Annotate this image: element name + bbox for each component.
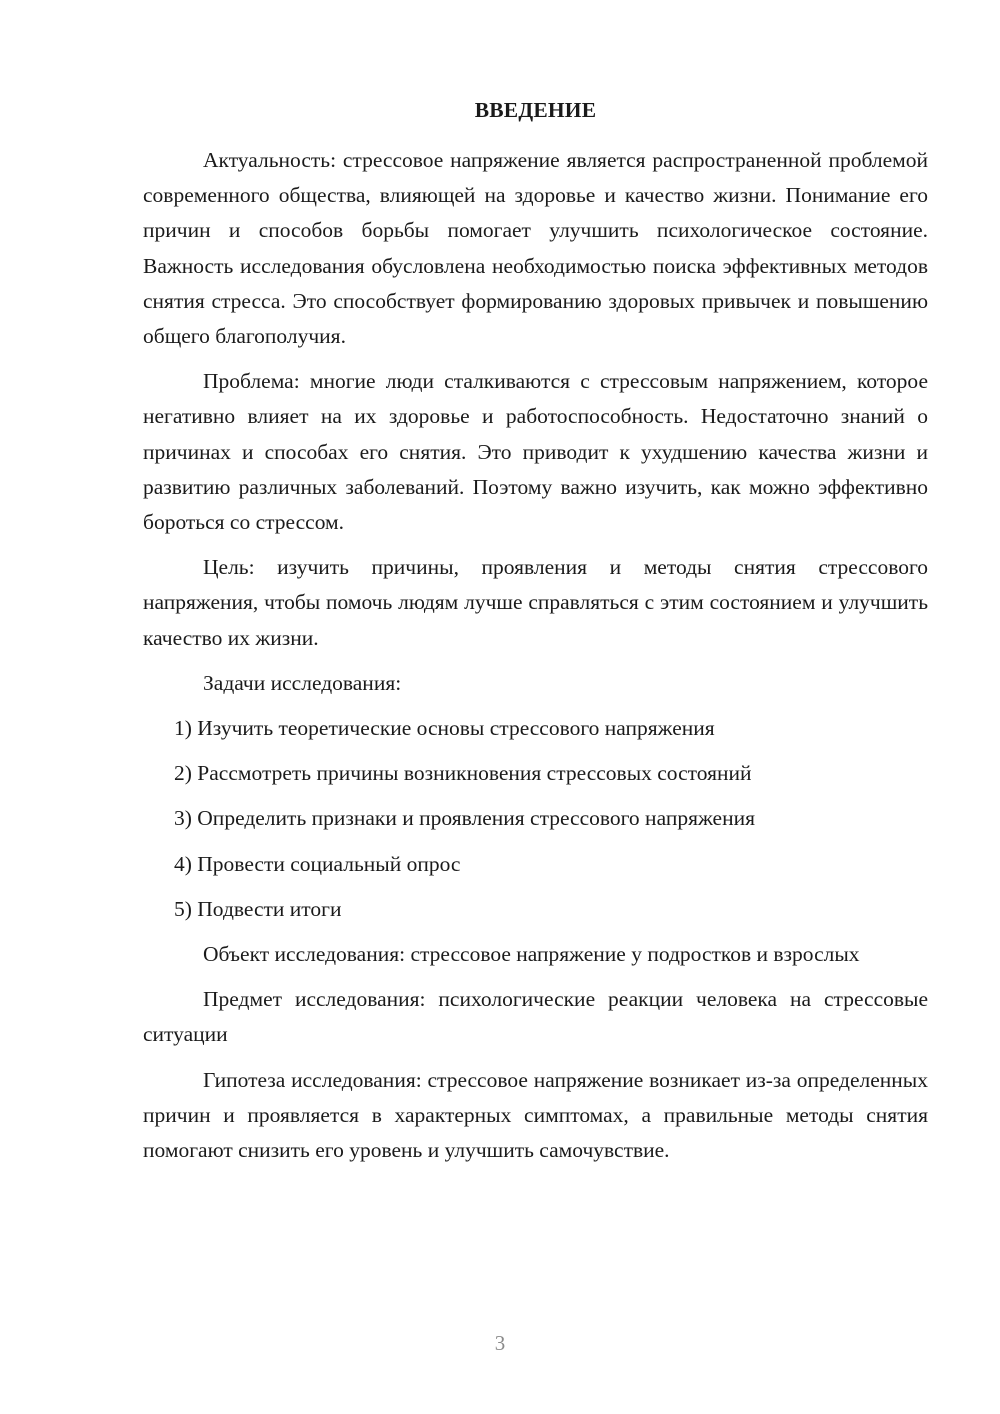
object-paragraph: Объект исследования: стрессовое напряжение у подростков и взрослых [203, 942, 860, 967]
task-item-5: 5) Подвести итоги [174, 896, 342, 921]
hypothesis-paragraph: Гипотеза исследования: стрессовое напряжение возникает из-за определенных причин и проявляется в характерных симптомах, а правильные методы снятия помогают снизить его уровень и улучшить самочувствие. [143, 1067, 928, 1163]
tasks-title: Задачи исследования: [203, 670, 402, 695]
page-number: 3 [494, 1331, 506, 1355]
problem-paragraph: Проблема: многие люди сталкиваются с стрессовым напряжением, которое негативно влияет на их здоровье и работоспособность. Недостаточно знаний о причинах и способах его снятия. Это приводит к ухудшению качества жизни и развитию различных заболеваний. Поэтому важно изучить, как можно эффективно бороться со стрессом. [143, 369, 928, 535]
tasks-list [143, 711, 928, 927]
document-page [143, 95, 928, 1178]
task-item-2: 2) Рассмотреть причины возникновения стрессовых состояний [174, 761, 752, 786]
task-item-1: 1) Изучить теоретические основы стрессового напряжения [174, 716, 715, 741]
task-item-4: 4) Провести социальный опрос [174, 851, 461, 876]
relevance-paragraph: Актуальность: стрессовое напряжение является распространенной проблемой современного общества, влияющей на здоровье и качество жизни. Понимание его причин и способов борьбы помогает улучшить психологическое состояние. Важность исследования обусловлена необходимостью поиска эффективных методов снятия стресса. Это способствует формированию здоровых привычек и повышению общего благополучия. [143, 148, 928, 349]
subject-paragraph: Предмет исследования: психологические реакции человека на стрессовые ситуации [143, 987, 928, 1047]
section-heading: ВВЕДЕНИЕ [474, 98, 597, 122]
task-item-3: 3) Определить признаки и проявления стрессового напряжения [174, 806, 755, 831]
goal-paragraph: Цель: изучить причины, проявления и методы снятия стрессового напряжения, чтобы помочь людям лучше справляться с этим состоянием и улучшить качество их жизни. [143, 555, 928, 650]
